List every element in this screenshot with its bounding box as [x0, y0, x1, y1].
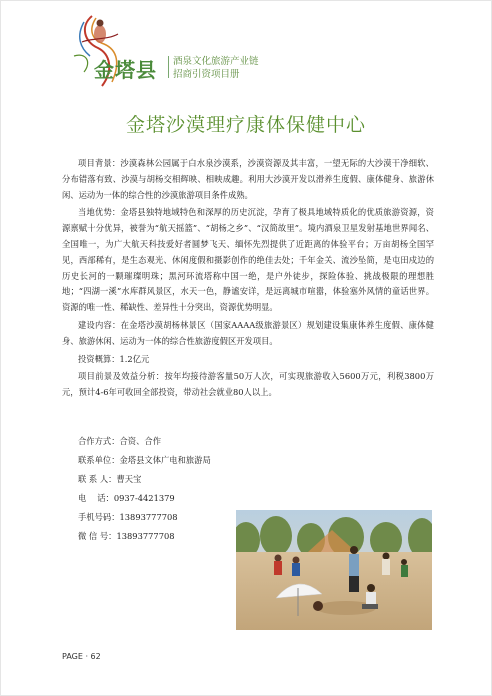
- header: [62, 12, 322, 92]
- info-row-phone: [78, 489, 278, 508]
- paragraph-text: 在金塔沙漠胡杨林景区（国家AAAA级旅游景区）规划建设集康体养生度假、康体健身、旅游休闲、运动为一体的综合性旅游度假区开发项目。: [62, 319, 434, 346]
- body-text: [62, 156, 434, 403]
- paragraph-construction: [62, 318, 434, 350]
- people-in-desert-sand-photo: [236, 510, 432, 630]
- info-value: 0937-4421379: [113, 493, 175, 503]
- paragraph-label: 投资概算：: [78, 353, 120, 364]
- info-row-unit: [78, 451, 278, 470]
- paragraph-text: 1.2亿元: [119, 353, 150, 364]
- info-label: 微 信 号：: [78, 531, 117, 541]
- paragraph-label: 建设内容：: [78, 319, 121, 330]
- page-number: PAGE · 62: [62, 652, 101, 661]
- info-value: 金塔县文体广电和旅游局: [119, 455, 211, 465]
- paragraph-text: 沙漠森林公园属于白水泉沙漠系，沙漠资源及其丰富，一望无际的大沙漠干净细软、分布错落有致、沙漠与胡杨交相辉映、相映成趣。利用大沙漠开发以滑养生度假、康体健身、旅游休闲、运动为一体的综合性的沙漠旅游项目条件成熟。: [62, 158, 434, 200]
- paragraph-label: 项目背景：: [78, 158, 121, 168]
- desert-sand-therapy-photo: [236, 510, 432, 630]
- paragraph-background: [62, 156, 434, 203]
- paragraph-benefits: [62, 369, 434, 401]
- info-label: 电 话：: [78, 493, 114, 503]
- info-label: 联系单位：: [78, 455, 120, 465]
- info-value: 曹天宝: [116, 474, 142, 484]
- paragraph-text: 按年均接待游客量50万人次，可实现旅游收入5600万元，利税3800万元，预计4-6年可收回全部投资，带动社会就业80人以上。: [62, 371, 434, 398]
- info-value: 13893777708: [116, 531, 175, 541]
- header-subtitle-line1: 酒泉文化旅游产业链: [173, 56, 259, 67]
- page-title: 金塔沙漠理疗康体保健中心: [125, 114, 366, 136]
- paragraph-advantages: [62, 205, 434, 316]
- paragraph-text: 金塔县独特地域特色和深厚的历史沉淀，孕育了极具地域特质化的优质旅游资源，资源禀赋十分优异，被誉为“航天摇篮”、“胡杨之乡”、“汉简故里”。境内酒泉卫星发射基地世界闻名、全国唯一，为广大航天科技爱好者圆梦飞天、缅怀先烈提供了近距离的体验平台；万亩胡杨全国罕见，西部稀有，是生态观光、休闲度假和摄影创作的绝佳去处；千年金关、流沙坠简，是屯田戍边的历史长河的一颗璀璨明珠；黑河环流塔称中国一绝，是户外徒步，探险体验、挑战极限的理想胜地；“四湖一溪”水库群风景区，水天一色，静谧安详，是远离城市喧嚣，体验塞外风情的童话世界。资源的唯一性、稀缺性、差异性十分突出，资源优势明显。: [62, 207, 434, 313]
- logo-text: 金塔县: [94, 58, 157, 82]
- info-row-cooperation: [78, 432, 278, 451]
- info-label: 联 系 人：: [78, 474, 117, 484]
- info-value: 合资、合作: [119, 436, 161, 446]
- info-label: 手机号码：: [78, 512, 120, 522]
- info-label: 合作方式：: [78, 436, 120, 446]
- header-subtitle-line2: 招商引资项目册: [173, 69, 240, 80]
- paragraph-label: 当地优势：: [78, 207, 121, 218]
- info-value: 13893777708: [119, 512, 178, 522]
- info-row-contact: [78, 470, 278, 489]
- paragraph-label: 项目前景及效益分析：: [78, 371, 165, 382]
- paragraph-investment: [62, 352, 434, 368]
- logo-divider: [168, 56, 169, 78]
